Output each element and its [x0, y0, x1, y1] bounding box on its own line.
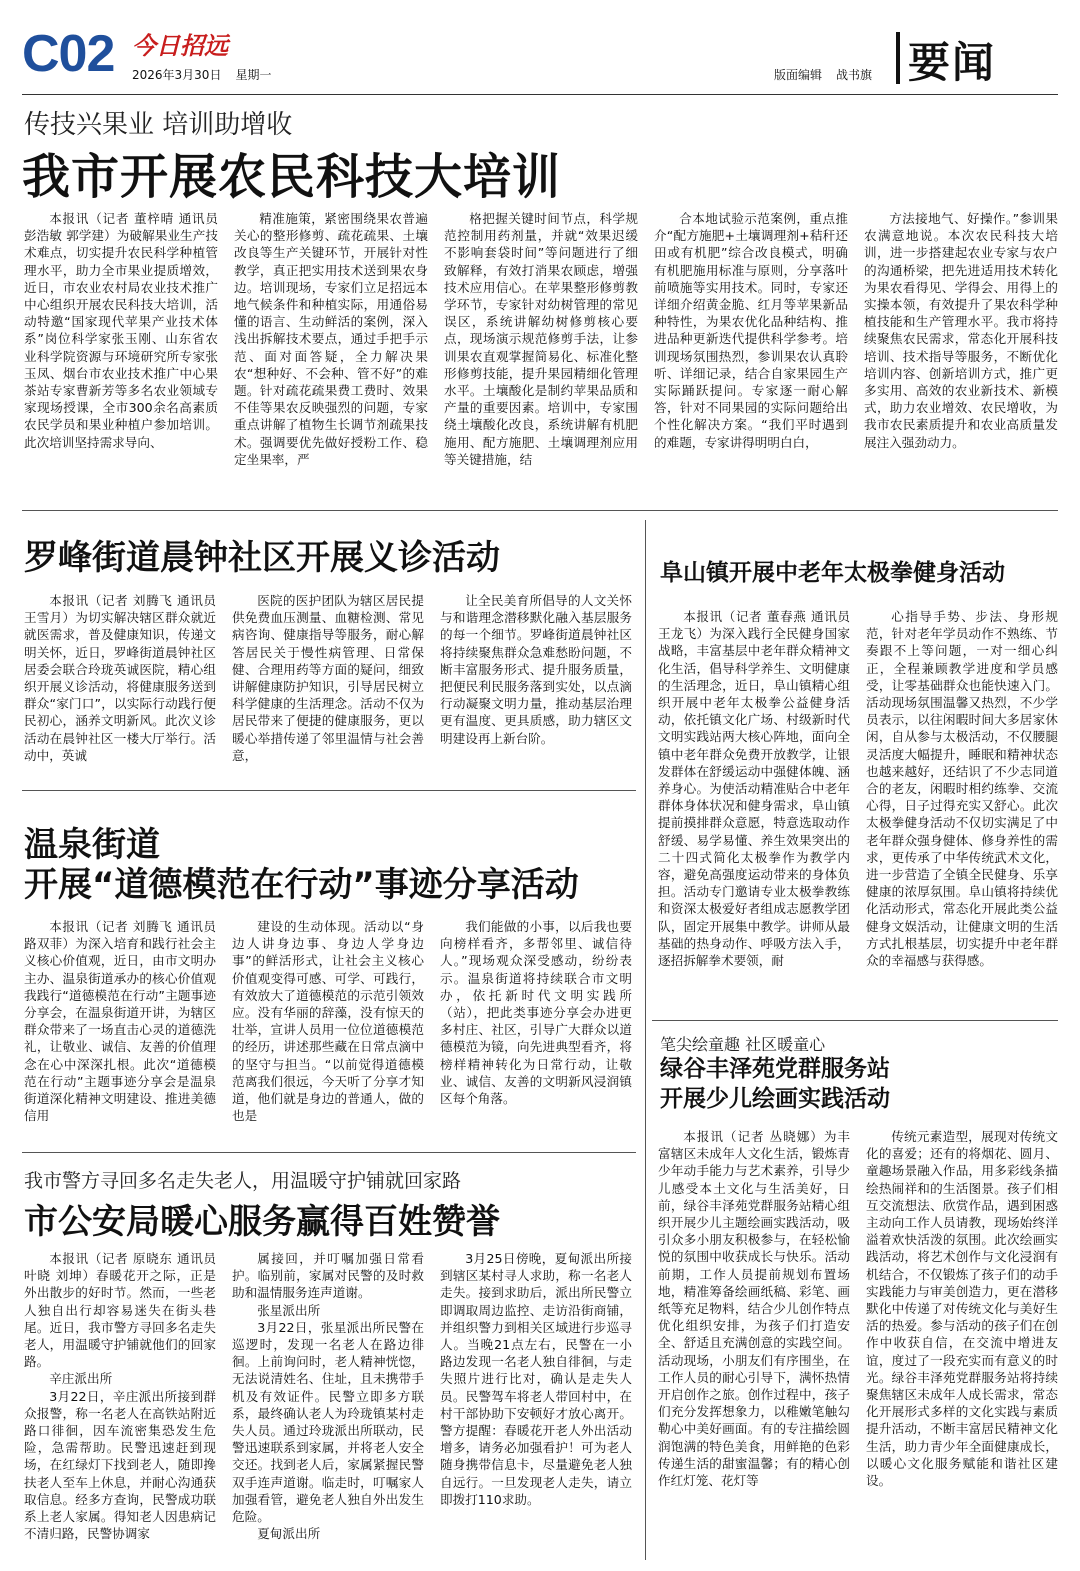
editor-name: 战书旗 [835, 68, 872, 82]
article5-col-1: 本报讯（记者 董春燕 通讯员 王龙飞）为深入践行全民健身国家战略，丰富基层中老年群众精神文化生活，倡导科学养生、文明健康的生活理念，近日，阜山镇精心组织开展中老年太极拳公益健身活动，依托镇文化广场、村级新时代文明实践站两大核心阵地，面向全镇中老年群众免费开放教学，让银发群体在舒缓运动中强健体魄、涵养身心。为使活动精准贴合中老年群体身体状况和健身需求，阜山镇提前摸排群众意愿，特意选取动作舒缓、易学易懂、养生效果突出的二十四式简化太极拳作为教学内容，避免高强度运动带来的身体负担。活动专门邀请专业太极拳教练和资深太极爱好者组成志愿教学团队，固定开展集中教学。讲师从最基础的热身动作、呼吸方法入手，逐招拆解拳术要领，耐 [658, 609, 850, 969]
article4-col-1: 本报讯（记者 原晓东 通讯员 叶晓 刘坤）春暖花开之际，正是外出散步的好时节。然而，一些老人独自出行却容易迷失在街头巷尾。近日，我市警方寻回多名走失老人，用温暖守护铺就他们的回家路。 辛庄派出所 3月22日，辛庄派出所接到群众报警，称一名老人在高铁站附近路口徘徊，因车流密集恐发生危险，急需帮助。民警迅速赶到现场，在红绿灯下找到老人，随即搀扶老人至车上休息，并耐心沟通获取信息。经多方查询，民警成功联系上老人家属。得知老人因患病记不清归路，民警协调家 [24, 1251, 216, 1542]
divider-a2 [22, 790, 636, 791]
divider-a1 [22, 510, 1058, 511]
article1-col-5: 方法接地气、好操作。”参训果农满意地说。本次农民科技大培训，进一步搭建起农业专家与农户的沟通桥梁，把先进适用技术转化为果农看得见、学得会、用得上的实操本领，有效提升了果农科学种植技能和生产管理水平。我市将持续聚焦农民需求，常态化开展科技培训、技术指导等服务，不断优化培训内容、创新培训方式，推广更多实用、高效的农业新技术、新模式，助力农业增效、农民增收，为我市农民素质提升和农业高质量发展注入强劲动力。 [864, 211, 1058, 450]
divider-a5 [652, 1020, 1058, 1021]
article1-title: 我市开展农民科技大培训 [22, 149, 562, 205]
section-title: 要闻 [908, 38, 997, 87]
column-divider [645, 520, 646, 1560]
article5-col-2: 心指导手势、步法、身形规范，针对老年学员动作不熟练、节奏跟不上等问题，一对一细心纠正，全程兼顾教学进度和学员感受，让零基础群众也能快速入门。活动现场氛围温馨又热烈，不少学员表示，以往闲暇时间大多居家休闲，自从参与太极活动，不仅腰腿灵活度大幅提升，睡眠和精神状态也越来越好，还结识了不少志同道合的老友，闲暇时相约练拳、交流心得，日子过得充实又舒心。此次太极拳健身活动不仅切实满足了中老年群众强身健体、修身养性的需求，更传承了中华传统武术文化，进一步营造了全镇全民健身、乐享健康的浓厚氛围。阜山镇将持续优化活动形式，常态化开展此类公益健身文娱活动，让健康文明的生活方式扎根基层，切实提升中老年群众的幸福感与获得感。 [866, 609, 1058, 969]
article6-title-line2: 开展少儿绘画实践活动 [660, 1086, 890, 1112]
article1-subtitle: 传技兴果业 培训助增收 [24, 110, 293, 140]
article6-title [660, 1054, 890, 1114]
article4-subtitle: 我市警方寻回多名走失老人，用温暖守护铺就回家路 [24, 1170, 462, 1192]
article4-subhead-1: 辛庄派出所 [49, 1371, 113, 1387]
article4-subhead-3: 夏甸派出所 [257, 1526, 321, 1542]
section-divider [896, 32, 900, 84]
article3-body [24, 918, 632, 1138]
article1-col-1: 本报讯（记者 董梓晴 通讯员 彭浩敏 郭学建）为破解果业生产技术难点，切实提升农民科学种植管理水平，助力全市果业提质增效，近日，市农业农村局农业技术推广中心组织开展农民科技大培训，活动特邀“国家现代苹果产业技术体系”岗位科学家张玉刚、山东省农业科学院资源与环境研究所专家张玉凤、烟台市农业技术推广中心果茶站专家曹新芳等多名农业领域专家现场授课，全市300余名高素质农民学员和果业种植户参加培训。此次培训坚持需求导向、 [24, 211, 218, 450]
article2-col-1: 本报讯（记者 刘腾飞 通讯员 王雪月）为切实解决辖区群众就近就医需求，普及健康知识，传递文明关怀，近日，罗峰街道晨钟社区居委会联合玲珑英诚医院，精心组织开展义诊活动，将健康服务送到群众“家门口”，以实际行动践行便民初心，涵养文明新风。此次义诊活动在晨钟社区一楼大厅举行。活动中，英诚 [24, 593, 216, 763]
editor-credit [760, 66, 872, 83]
article4-col-2: 属接回，并叮嘱加强日常看护。临别前，家属对民警的及时救助和温情服务连声道谢。 张星派出所 3月22日，张星派出所民警在巡逻时，发现一名老人在路边徘徊。上前询问时，老人精神恍惚，无法说清姓名、住址，且未携带手机及有效证件。民警立即多方联系，最终确认老人为玲珑镇某村走失人员。通过玲珑派出所联动，民警迅速联系到家属，并将老人安全交还。找到老人后，家属紧握民警双手连声道谢。临走时，叮嘱家人加强看管，避免老人独自外出发生危险。 夏甸派出所 [232, 1251, 424, 1542]
article1-body [24, 210, 1058, 500]
article3-title-line1: 温泉街道 [24, 825, 160, 865]
article1-col-4: 合本地试验示范案例，重点推介“配方施肥+土壤调理剂+秸秆还田或有机肥”综合改良模式，明确有机肥施用标准与原则，分享落叶前喷施等实用技术。同时，专家还详细介绍黄金脆、红月等苹果新品种特性，为果农优化品种结构、推进品种更新迭代提供科学参考。培训现场氛围热烈，参训果农认真聆听、详细记录，结合自家果园生产实际踊跃提问。专家逐一耐心解答，针对不同果园的实际问题给出个性化解决方案。“我们平时遇到的难题，专家讲得明明白白， [654, 211, 848, 450]
article4-body [24, 1250, 632, 1560]
masthead-rule [22, 94, 1058, 95]
article6-col-1: 本报讯（记者 丛晓娜）为丰富辖区未成年人文化生活，锻炼青少年动手能力与艺术素养，引导少儿感受本土文化与生活美好，日前，绿谷丰泽苑党群服务站精心组织开展少儿主题绘画实践活动，吸引众多小朋友积极参与，在轻松愉悦的氛围中收获成长与快乐。活动前期，工作人员提前规划布置场地，精准筹备绘画纸稿、彩笔、画纸等充足物料，结合少儿创作特点优化组织安排，为孩子们打造安全、舒适且充满创意的实践空间。活动现场，小朋友们有序围坐，在工作人员的耐心引导下，满怀热情开启创作之旅。创作过程中，孩子们充分发挥想象力，以稚嫩笔触勾勒心中美好画面。有的专注描绘圆润饱满的特色美食，用鲜艳的色彩传递生活的甜蜜温馨；有的精心创作红灯笼、花灯等 [658, 1129, 850, 1489]
paper-logo: 今日招远 [132, 31, 228, 60]
article4-subhead-2: 张星派出所 [257, 1302, 321, 1318]
page-number: C02 [22, 25, 115, 83]
article1-col-3: 格把握关键时间节点，科学规范控制用药剂量，并就“效果迟缓不影响套袋时间”等问题进行了细致解释，有效打消果农顾虑，增强技术应用信心。在苹果整形修剪教学环节，专家针对幼树管理的常见误区，系统讲解幼树修剪核心要点，现场演示规范修剪手法，让参训果农直观掌握简易化、标准化整形修剪技能，提升果园精细化管理水平。土壤酸化是制约苹果品质和产量的重要因素。培训中，专家围绕土壤酸化改良，系统讲解有机肥施用、配方施肥、土壤调理剂应用等关键措施，结 [444, 211, 638, 467]
article5-title: 阜山镇开展中老年太极拳健身活动 [660, 560, 1005, 586]
article3-title-line2: 开展“道德模范在行动”事迹分享活动 [24, 865, 579, 905]
article2-col-2: 医院的医护团队为辖区居民提供免费血压测量、血糖检测、常见病咨询、健康指导等服务，耐心解答居民关于慢性病管理、日常保健、合理用药等方面的疑问，细致讲解健康防护知识，引导居民树立科学健康的生活理念。活动不仅为居民带来了便捷的健康服务，更以暖心举措传递了邻里温情与社会善意， [232, 593, 424, 763]
divider-a3 [22, 1152, 636, 1153]
article3-col-1: 本报讯（记者 刘腾飞 通讯员 路双菲）为深入培育和践行社会主义核心价值观，近日，由市文明办主办、温泉街道承办的核心价值观我践行“道德模范在行动”主题事迹分享会，在温泉街道开讲，为辖区群众带来了一场直击心灵的道德洗礼，让敬业、诚信、友善的价值理念在心中深深扎根。此次“道德模范在行动”主题事迹分享会是温泉街道深化精神文明建设、推进美德信用 [24, 919, 216, 1124]
article6-title-line1: 绿谷丰泽苑党群服务站 [660, 1056, 890, 1082]
weekday: 星期一 [235, 68, 272, 82]
article5-body [658, 608, 1058, 1008]
article3-col-2: 建设的生动体现。活动以“身边人讲身边事、身边人学身边事”的鲜活形式，让社会主义核心价值观变得可感、可学、可践行，有效放大了道德模范的示范引领效应。没有华丽的辞藻，没有惊天的壮举，宣讲人员用一位位道德模范的经历，讲述那些藏在日常点滴中的坚守与担当。“以前觉得道德模范离我们很远，今天听了分享才知道，他们就是身边的普通人，做的也是 [232, 919, 424, 1124]
article3-title [24, 825, 579, 905]
article2-body [24, 592, 632, 780]
article6-body [658, 1128, 1058, 1560]
article6-col-2: 传统元素造型，展现对传统文化的喜爱；还有的将烟花、圆月、童趣场景融入作品，用多彩线条描绘热闹祥和的生活图景。孩子们相互交流想法、欣赏作品，遇到困惑主动向工作人员请教，现场始终洋溢着欢快活泼的氛围。此次绘画实践活动，将艺术创作与文化浸润有机结合，不仅锻炼了孩子们的动手实践能力与审美创造力，更在潜移默化中传递了对传统文化与美好生活的热爱。参与活动的孩子们在创作中收获自信，在交流中增进友谊，度过了一段充实而有意义的时光。绿谷丰泽苑党群服务站将持续聚焦辖区未成年人成长需求，常态化开展形式多样的文化实践与素质提升活动，不断丰富居民精神文化生活，助力青少年全面健康成长，以暖心文化服务赋能和谐社区建设。 [866, 1129, 1058, 1489]
article4-title: 市公安局暖心服务赢得百姓赞誉 [24, 1202, 500, 1242]
article1-col-2: 精准施策，紧密围绕果农普遍关心的整形修剪、疏花疏果、土壤改良等生产关键环节，开展针对性教学，真正把实用技术送到果农身边。培训现场，专家们立足招远本地气候条件和种植实际，用通俗易懂的语言、生动鲜活的案例，深入浅出拆解技术要点，通过手把手示范、面对面答疑，全力解决果农“想种好、不会种、管不好”的难题。针对疏花疏果费工费时、效果不佳等果农反映强烈的问题，专家重点讲解了植物生长调节剂疏果技术。强调要优先做好授粉工作、稳定坐果率，严 [234, 211, 428, 467]
editor-label: 版面编辑 [773, 68, 822, 82]
date-line [132, 66, 285, 83]
article6-subtitle: 笔尖绘童趣 社区暖童心 [660, 1035, 826, 1054]
article2-col-3: 让全民美育所倡导的人文关怀与和谐理念潜移默化融入基层服务的每一个细节。罗峰街道晨钟社区将持续聚焦群众急难愁盼问题，不断丰富服务形式、提升服务质量，把便民利民服务落到实处，以点滴行动凝聚文明力量，推动基层治理更有温度、更具质感，助力辖区文明建设再上新台阶。 [440, 593, 632, 746]
issue-date: 2026年3月30日 [132, 68, 222, 82]
article3-col-3: 我们能做的小事，以后我也要向榜样看齐，多帮邻里、诚信待人。”现场观众深受感动，纷纷表示。温泉街道将持续联合市文明办，依托新时代文明实践所（站），把此类事迹分享会办进更多村庄、社区，引导广大群众以道德模范为镜，向先进典型看齐，将榜样精神转化为日常行动，让敬业、诚信、友善的文明新风浸润镇区每个角落。 [440, 919, 632, 1107]
article2-title: 罗峰街道晨钟社区开展义诊活动 [24, 538, 500, 578]
article4-col-3: 3月25日傍晚，夏甸派出所接到辖区某村寻人求助，称一名老人走失。接到求助后，派出所民警立即调取周边监控、走访沿街商铺，并组织警力到相关区域进行步巡寻人。当晚21点左右，民警在一小路边发现一名老人独自徘徊，与走失照片进行比对，确认是走失人员。民警驾车将老人带回村中，在村干部协助下安顿好才放心离开。警方提醒：春暖花开老人外出活动增多，请务必加强看护！可为老人随身携带信息卡，尽量避免老人独自远行。一旦发现老人走失，请立即拨打110求助。 [440, 1251, 632, 1507]
